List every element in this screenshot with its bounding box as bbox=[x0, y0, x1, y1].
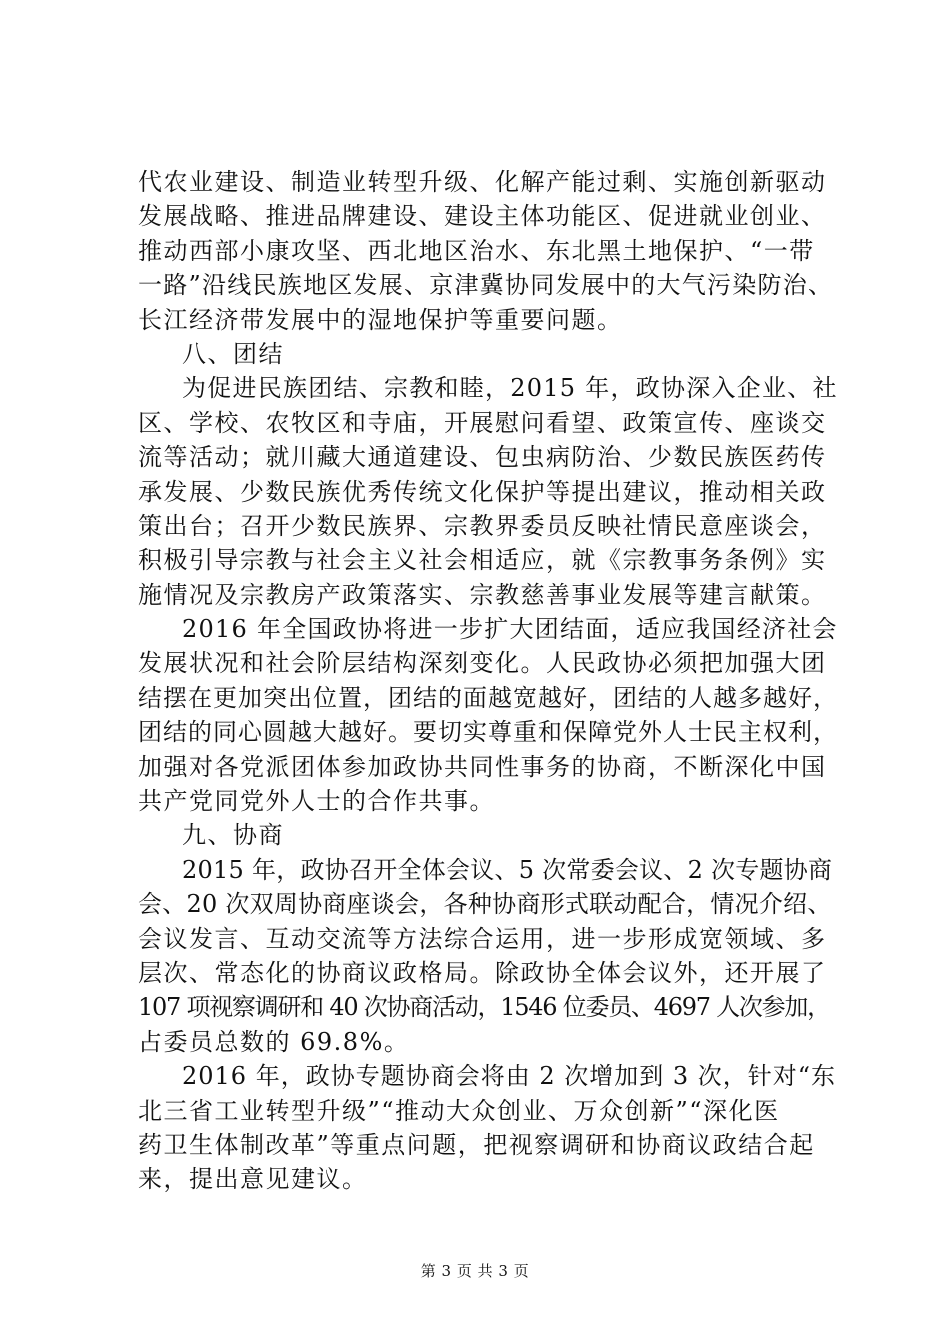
text-line: 承发展、少数民族优秀传统文化保护等提出建议，推动相关政 bbox=[138, 477, 827, 506]
text-line: 药卫生体制改革”等重点问题，把视察调研和协商议政结合起 bbox=[138, 1130, 815, 1159]
section-heading-consultation: 九、协商 bbox=[182, 821, 284, 850]
page-footer bbox=[0, 1261, 950, 1281]
paragraph-start: 2016 年全国政协将进一步扩大团结面，适应我国经济社会 bbox=[182, 615, 838, 644]
text-line: 代农业建设、制造业转型升级、化解产能过剩、实施创新驱动 bbox=[138, 168, 827, 196]
text-line: 流等活动；就川藏大通道建设、包虫病防治、少数民族医药传 bbox=[138, 443, 827, 472]
text-line: 推动西部小康攻坚、西北地区治水、东北黑土地保护、“一带 bbox=[138, 236, 815, 265]
paragraph-start: 2015 年，政协召开全体会议、5 次常委会议、2 次专题协商 bbox=[182, 855, 833, 884]
text-line: 策出台；召开少数民族界、宗教界委员反映社情民意座谈会， bbox=[138, 511, 827, 540]
body-text bbox=[138, 165, 838, 1197]
text-line: 施情况及宗教房产政策落实、宗教慈善事业发展等建言献策。 bbox=[138, 580, 827, 609]
text-line: 积极引导宗教与社会主义社会相适应，就《宗教事务条例》实 bbox=[138, 546, 827, 575]
text-line: 层次、常态化的协商议政格局。除政协全体会议外，还开展了 bbox=[138, 958, 827, 987]
text-line: 团结的同心圆越大越好。要切实尊重和保障党外人士民主权利， bbox=[138, 718, 838, 747]
paragraph-start: 2016 年，政协专题协商会将由 2 次增加到 3 次，针对“东 bbox=[182, 1062, 837, 1091]
text-line: 长江经济带发展中的湿地保护等重要问题。 bbox=[138, 305, 623, 334]
text-line: 加强对各党派团体参加政协共同性事务的协商，不断深化中国 bbox=[138, 752, 827, 781]
text-line: 一路”沿线民族地区发展、京津冀协同发展中的大气污染防治、 bbox=[138, 271, 834, 300]
page-number: 第 3 页 共 3 页 bbox=[420, 1262, 530, 1280]
text-line: 共产党同党外人士的合作共事。 bbox=[138, 787, 495, 816]
text-line: 占委员总数的 69.8%。 bbox=[138, 1027, 410, 1056]
text-line: 107 项视察调研和 40 次协商活动，1546 位委员、4697 人次参加， bbox=[138, 993, 830, 1022]
text-line: 会、20 次双周协商座谈会，各种协商形式联动配合，情况介绍、 bbox=[138, 890, 832, 919]
text-line: 北三省工业转型升级”“推动大众创业、万众创新”“深化医 bbox=[138, 1096, 780, 1125]
section-heading-unity: 八、团结 bbox=[182, 339, 284, 368]
text-line: 发展战略、推进品牌建设、建设主体功能区、促进就业创业、 bbox=[138, 202, 827, 231]
text-line: 区、学校、农牧区和寺庙，开展慰问看望、政策宣传、座谈交 bbox=[138, 408, 827, 437]
paragraph-start: 为促进民族团结、宗教和睦，2015 年，政协深入企业、社 bbox=[182, 374, 838, 403]
text-line: 发展状况和社会阶层结构深刻变化。人民政协必须把加强大团 bbox=[138, 649, 827, 678]
text-line: 结摆在更加突出位置，团结的面越宽越好，团结的人越多越好， bbox=[138, 683, 838, 712]
text-line: 来，提出意见建议。 bbox=[138, 1165, 368, 1194]
text-line: 会议发言、互动交流等方法综合运用，进一步形成宽领域、多 bbox=[138, 924, 827, 953]
